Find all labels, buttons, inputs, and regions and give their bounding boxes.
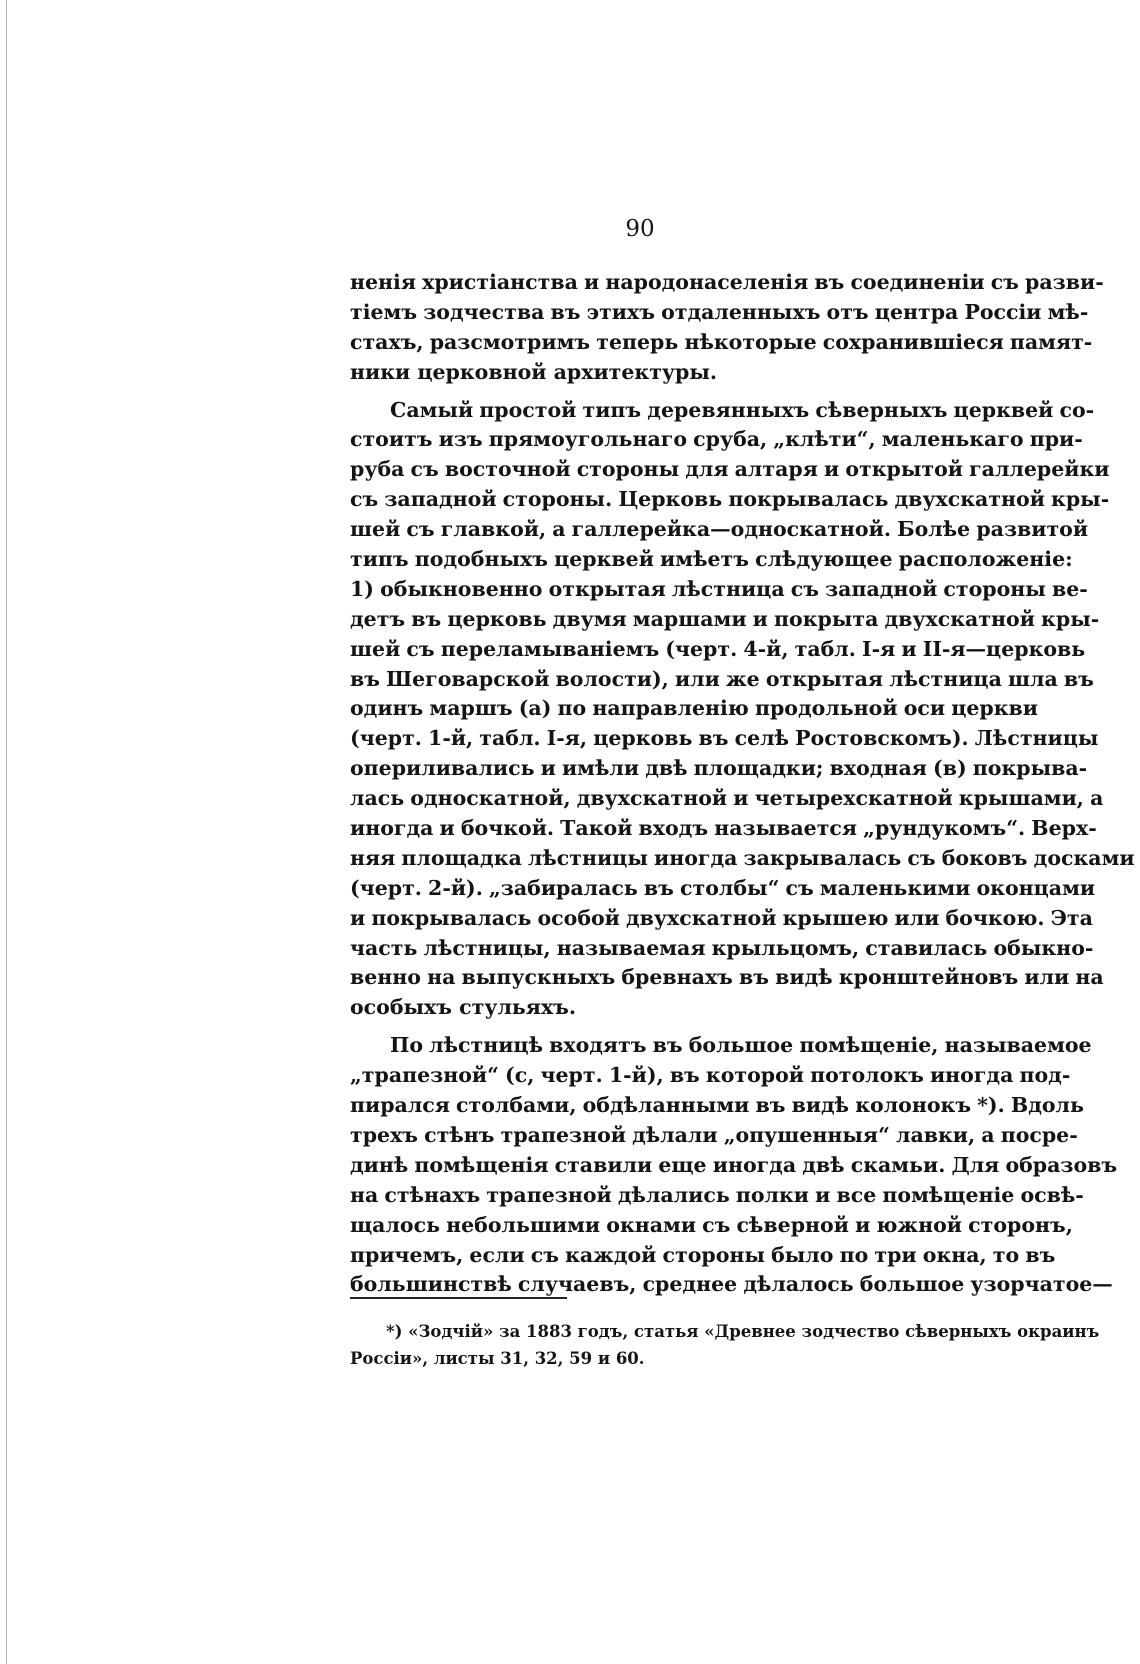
text-line: венно на выпускныхъ бревнахъ въ видѣ кронштейновъ или на: [350, 965, 1104, 990]
text-line: ники церковной архитектуры.: [350, 359, 718, 384]
text-line: трехъ стѣнъ трапезной дѣлали „опушенныя“ лавки, а посре-: [350, 1122, 1078, 1147]
text-line: детъ въ церковь двумя маршами и покрыта двухскатной кры-: [350, 606, 1100, 631]
footnote-divider: [350, 1297, 567, 1299]
page-number: 90: [625, 216, 655, 242]
text-line: часть лѣстницы, называемая крыльцомъ, ставилась обыкно-: [350, 935, 1094, 960]
text-line: Самый простой типъ деревянныхъ сѣверныхъ церквей со-: [390, 397, 1095, 422]
text-line: причемъ, если съ каждой стороны было по три окна, то въ: [350, 1242, 1056, 1267]
text-line: руба съ восточной стороны для алтаря и открытой галлерейки: [350, 457, 1110, 482]
text-line: шей съ переламываніемъ (черт. 4-й, табл. I-я и II-я—церковь: [350, 636, 1086, 661]
text-line: одинъ маршъ (a) по направленію продольной оси церкви: [350, 696, 1038, 721]
text-line: большинствѣ случаевъ, среднее дѣлалось большое узорчатое—: [350, 1272, 1113, 1297]
text-line: иногда и бочкой. Такой входъ называется „рундукомъ“. Верх-: [350, 816, 1097, 841]
text-line: 1) обыкновенно открытая лѣстница съ западной стороны ве-: [350, 576, 1088, 601]
text-line: По лѣстницѣ входятъ въ большое помѣщеніе, называемое: [390, 1033, 1092, 1058]
text-line: (черт. 2-й). „забиралась въ столбы“ съ маленькими оконцами: [350, 875, 1096, 900]
text-line: щалось небольшими окнами съ сѣверной и южной сторонъ,: [350, 1212, 1073, 1237]
text-line: няя площадка лѣстницы иногда закрывалась съ боковъ досками: [350, 845, 1135, 870]
footnote-line: *) «Зодчій» за 1883 годъ, статья «Древнее зодчество сѣверныхъ окраинъ: [386, 1322, 1100, 1341]
text-line: типъ подобныхъ церквей имѣетъ слѣдующее расположеніе:: [350, 547, 1073, 572]
text-line: (черт. 1-й, табл. I-я, церковь въ селѣ Ростовскомъ). Лѣстницы: [350, 726, 1099, 751]
text-line: на стѣнахъ трапезной дѣлались полки и все помѣщеніе освѣ-: [350, 1182, 1084, 1207]
text-line: и покрывалась особой двухскатной крышею или бочкою. Эта: [350, 905, 1093, 930]
text-line: въ Шеговарской волости), или же открытая лѣстница шла въ: [350, 666, 1094, 691]
text-line: лась односкатной, двухскатной и четырехскатной крышами, а: [350, 786, 1104, 811]
paragraph-2: [350, 396, 1135, 1024]
text-line: тіемъ зодчества въ этихъ отдаленныхъ отъ центра Россіи мѣ-: [350, 299, 1089, 324]
text-line: стоитъ изъ прямоугольнаго сруба, „клѣти“, маленькаго при-: [350, 427, 1083, 452]
scan-page-edge: [6, 0, 7, 1664]
text-line: динѣ помѣщенія ставили еще иногда двѣ скамьи. Для образовъ: [350, 1152, 1118, 1177]
text-line: шей съ главкой, а галлерейка—односкатной. Болѣе развитой: [350, 517, 1089, 542]
text-line: стахъ, разсмотримъ теперь нѣкоторые сохранившіеся памят-: [350, 329, 1093, 354]
text-line: пирался столбами, обдѣланными въ видѣ колонокъ *). Вдоль: [350, 1093, 1084, 1118]
text-line: „трапезной“ (c, черт. 1-й), въ которой потолокъ иногда под-: [350, 1063, 1071, 1088]
main-text: [350, 268, 1135, 1300]
text-line: съ западной стороны. Церковь покрывалась двухскатной кры-: [350, 487, 1110, 512]
text-line: ненія христіанства и народонаселенія въ соединеніи съ разви-: [350, 270, 1104, 294]
text-line: опериливались и имѣли двѣ площадки; входная (в) покрыва-: [350, 756, 1088, 781]
text-line: особыхъ стульяхъ.: [350, 995, 577, 1020]
paragraph-1: [350, 268, 1104, 388]
footnote-line: Россіи», листы 31, 32, 59 и 60.: [350, 1349, 645, 1368]
footnote: [350, 1318, 1100, 1372]
paragraph-3: [350, 1031, 1118, 1300]
